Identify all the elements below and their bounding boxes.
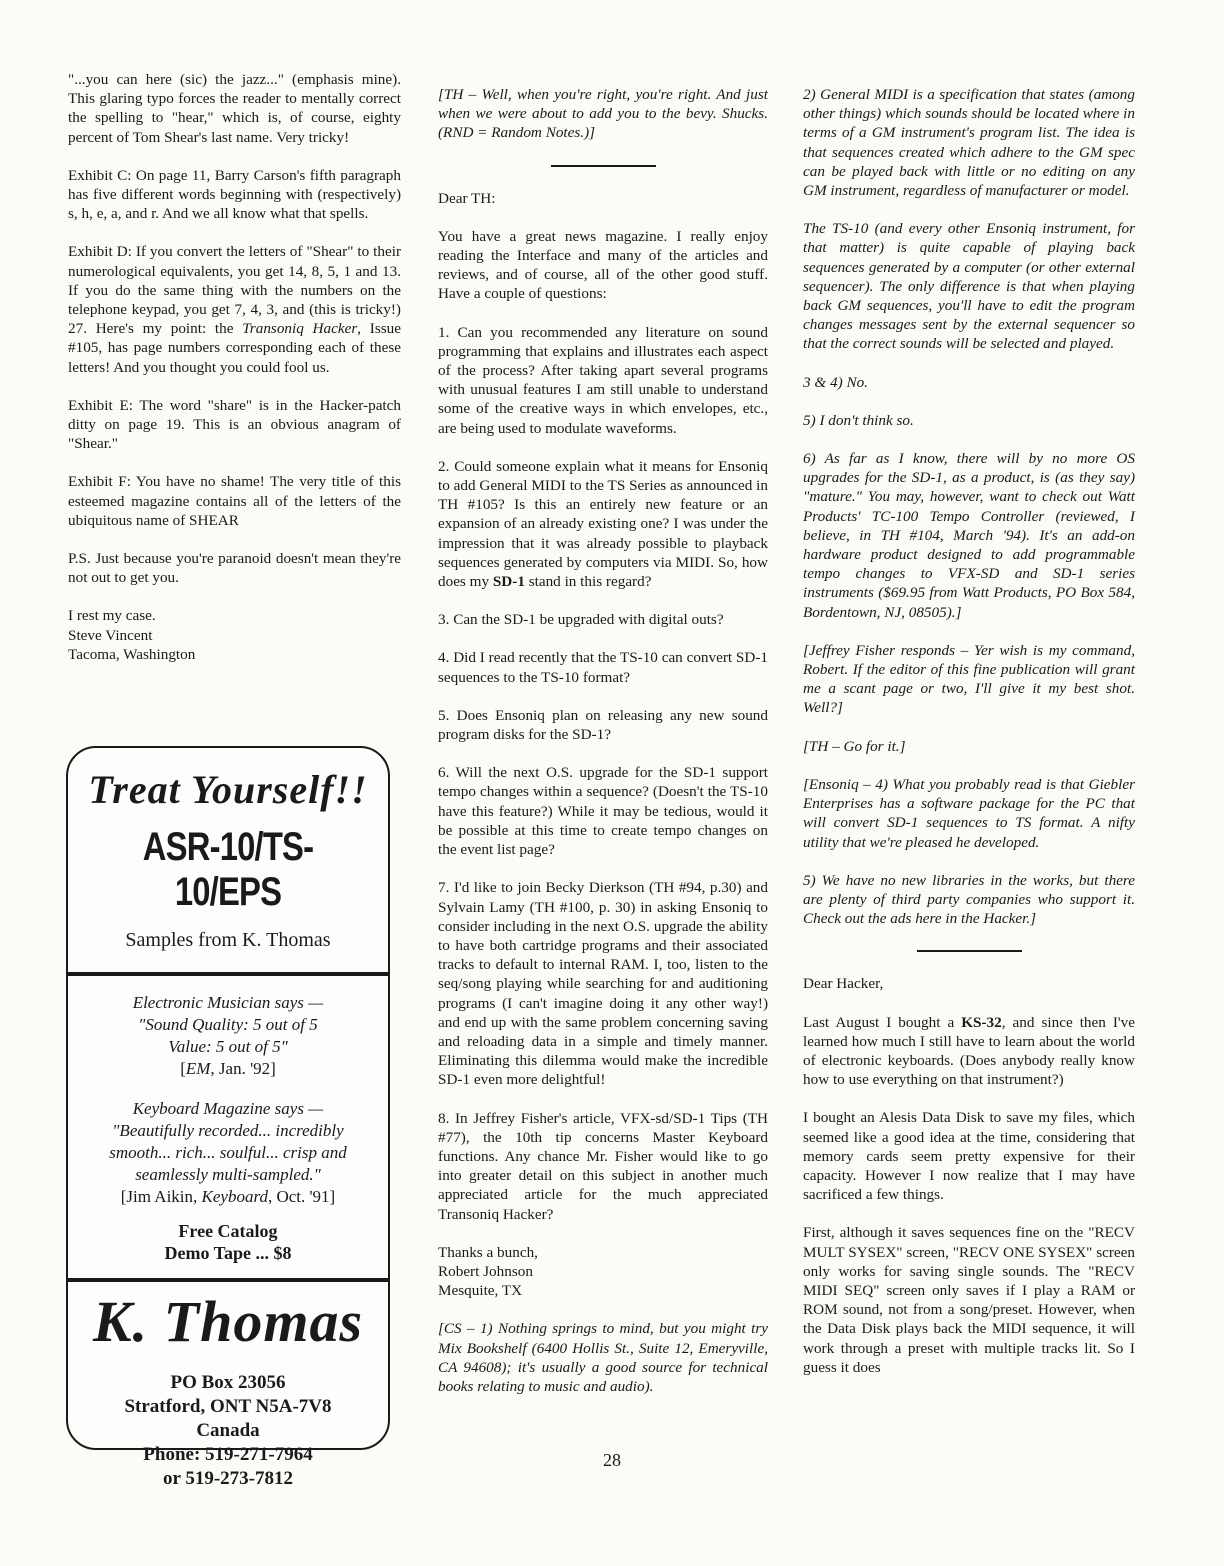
ad-models: ASR-10/TS-10/EPS xyxy=(142,825,314,914)
ad-divider xyxy=(68,972,388,976)
paragraph: I bought an Alesis Data Disk to save my files, which seemed like a good idea at the time, considering that memory cards seem pretty expensive for their capacity. However I now realize that I may have sacrificed a few things. xyxy=(803,1109,1135,1204)
paragraph: First, although it saves sequences fine on the "RECV MULT SYSEX" screen, "RECV ONE SYSEX" screen only works for saving single sounds. The "RECV MIDI SEQ" screen only saves if I play a RAM or ROM sound, not from a song/preset. However, when the Data Disk plays back the MIDI sequence, it will work through a preset with multiple tracks lit. So I guess it does xyxy=(803,1224,1135,1376)
question-7: 7. I'd like to join Becky Dierkson (TH #94, p.30) and Sylvain Lamy (TH #100, p. 30) in asking Ensoniq to consider including in the next O.S. upgrade the ability to have both cartridge programs and their associated tracks to default to internal RAM. I, too, listen to the seq/song playing while searching for and auditioning programs (I can't imagine doing it any other way!) and end up with the same problem concerning saving and reloading data in a simple and timely manner. Eliminating this dilemma would make the incredible SD-1 even more delightful! xyxy=(438,879,768,1089)
page-number: 28 xyxy=(603,1450,621,1470)
question-2: 2. Could someone explain what it means for Ensoniq to add General MIDI to the TS Series as announced in TH #105? Is this an entirely new feature or an expansion of an already existing one? I was under the impression that it was already possible to playback sequences generated by computers via MIDI. So, how does my SD-1 stand in this regard? xyxy=(438,457,768,591)
paragraph-exhibit-e: Exhibit E: The word "share" is in the Hacker-patch ditty on page 19. This is an obvious anagram of "Shear." xyxy=(68,396,401,453)
column-left xyxy=(68,70,401,683)
letter-signature: I rest my case. Steve Vincent Tacoma, Washington xyxy=(68,607,196,663)
paragraph-ps: P.S. Just because you're paranoid doesn't mean they're not out to get you. xyxy=(68,550,401,587)
section-divider xyxy=(551,165,656,167)
question-1: 1. Can you recommended any literature on sound programming that explains and illustrates each aspect of the process? After taking apart several programs with unusual features I am still unable to understand some of the creative ways in which envelopes, etc., are being used to modulate waveforms. xyxy=(438,323,768,437)
reply-6: 6) As far as I know, there will by no more OS upgrades for the SD-1, as a product, is (as they say) "mature." You may, however, want to check out Watt Products' TC-100 Tempo Controller (reviewed, I believe, in TH #104, March '94). It's an add-on hardware product designed to add programmable tempo changes to VFX-SD and SD-1 series instruments ($69.95 from Watt Products, PO Box 584, Bordentown, NJ, 08505).] xyxy=(803,450,1135,621)
question-8: 8. In Jeffrey Fisher's article, VFX-sd/SD-1 Tips (TH #77), the 10th tip concerns Master Keyboard functions. Any chance Mr. Fisher would like to go into greater detail on this subject in another much appreciated article for the much appreciated Transoniq Hacker? xyxy=(438,1109,768,1223)
question-5: 5. Does Ensoniq plan on releasing any new sound program disks for the SD-1? xyxy=(438,706,768,744)
question-3: 3. Can the SD-1 be upgraded with digital outs? xyxy=(438,611,724,629)
paragraph: Last August I bought a KS-32, and since then I've learned how much I still have to learn about the world of electronic keyboards. (Does anybody really know how to use everything on that instrument?) xyxy=(803,1013,1135,1089)
letter-salutation: Dear Hacker, xyxy=(803,975,884,993)
reply-ensoniq-5: 5) We have no new libraries in the works, but there are plenty of third party companies who support it. Check out the ads here in the Hacker.] xyxy=(803,871,1135,928)
ad-quote-em: Electronic Musician says — "Sound Quality: 5 out of 5 Value: 5 out of 5" [EM, Jan. '92] xyxy=(132,993,324,1078)
column-middle xyxy=(438,85,768,1415)
paragraph-exhibit-d: Exhibit D: If you convert the letters of "Shear" to their numerological equivalents, you get 14, 8, 5, 1 and 13. If you do the same thing with the numbers on the telephone keypad, you get 7, 4, 3, and (this is tricky!) 27. Here's my point: the Transoniq Hacker, Issue #105, has page numbers corresponding each of these letters! And you thought you could fool us. xyxy=(68,243,401,376)
editor-reply: [CS – 1) Nothing springs to mind, but you might try Mix Bookshelf (6400 Hollis St., Suite 12, Emeryville, CA 94608); it's usually a good source for technical books relating to music and audio). xyxy=(438,1320,768,1395)
paragraph: You have a great news magazine. I really enjoy reading the Interface and many of the articles and reviews, and of course, all of the other good stuff. Have a couple of questions: xyxy=(438,227,768,303)
question-4: 4. Did I read recently that the TS-10 can convert SD-1 sequences to the TS-10 format? xyxy=(438,649,768,686)
paragraph: "...you can here (sic) the jazz..." (emphasis mine). This glaring typo forces the reader to mentally correct the spelling to "hear," which is, of course, eighty percent of Tom Shear's last name. Very tricky! xyxy=(68,71,401,146)
ad-logo: K. Thomas xyxy=(92,1289,364,1354)
letter-signature: Thanks a bunch, Robert Johnson Mesquite, TX xyxy=(438,1243,538,1300)
reply-2: 2) General MIDI is a specification that states (among other things) which sounds should be located where in terms of a GM instrument's program list. The idea is that sequences created which adhere to the GM spec can be played back with little or no editing on any GM instrument, regardless of manufacturer or model. xyxy=(803,86,1135,200)
column-right xyxy=(803,85,1135,1396)
reply-5: 5) I don't think so. xyxy=(803,411,914,429)
magazine-title: Transoniq Hacker xyxy=(242,320,358,338)
editor-reply: [TH – Well, when you're right, you're right. And just when we were about to add you to the bevy. Shucks. (RND = Random Notes.)] xyxy=(438,86,768,142)
question-6: 6. Will the next O.S. upgrade for the SD-1 support tempo changes within a sequence? (Doesn't the TS-10 have this feature?) While it may be tedious, would it be possible at this time to create tempo changes on the event list page? xyxy=(438,764,768,859)
letter-salutation: Dear TH: xyxy=(438,189,496,207)
ad-offer: Free Catalog Demo Tape ... $8 xyxy=(164,1221,292,1263)
ad-address: PO Box 23056 Stratford, ONT N5A-7V8 Canada Phone: 519-271-7964 or 519-273-7812 xyxy=(124,1372,332,1489)
reply-3-4: 3 & 4) No. xyxy=(803,373,868,391)
paragraph-exhibit-f: Exhibit F: You have no shame! The very title of this esteemed magazine contains all of the letters of the ubiquitous name of SHEAR xyxy=(68,473,401,529)
section-divider xyxy=(917,950,1022,952)
ad-divider xyxy=(68,1278,388,1282)
paragraph-exhibit-c: Exhibit C: On page 11, Barry Carson's fifth paragraph has five different words beginning with (respectively) s, h, e, a, and r. And we all know what that spells. xyxy=(68,166,401,223)
ad-samples-line: Samples from K. Thomas xyxy=(125,929,331,951)
reply-ensoniq-4: [Ensoniq – 4) What you probably read is that Giebler Enterprises has a software package for the PC that will convert SD-1 sequences to TS format. A nifty utility that we're pleased he developed. xyxy=(803,775,1135,851)
reply-jeffrey-fisher: [Jeffrey Fisher responds – Yer wish is my command, Robert. If the editor of this fine publication will grant me a scant page or two, I'll give it my best shot. Well?] xyxy=(803,641,1135,717)
advertisement-k-thomas xyxy=(66,746,390,1489)
reply-2b: The TS-10 (and every other Ensoniq instrument, for that matter) is quite capable of playing back sequences generated by a computer (or other external sequencer). The only difference is that when playing back GM sequences, you'll have to edit the program changes messages sent by the external sequencer so that the correct sounds will be selected and played. xyxy=(803,220,1135,353)
reply-th: [TH – Go for it.] xyxy=(803,737,906,755)
ad-quote-keyboard: Keyboard Magazine says — "Beautifully recorded... incredibly smooth... rich... soulful... crisp and seamlessly multi-sampled." [Jim Aikin, Keyboard, Oct. '91] xyxy=(109,1099,347,1206)
ad-headline: Treat Yourself!! xyxy=(88,767,368,812)
